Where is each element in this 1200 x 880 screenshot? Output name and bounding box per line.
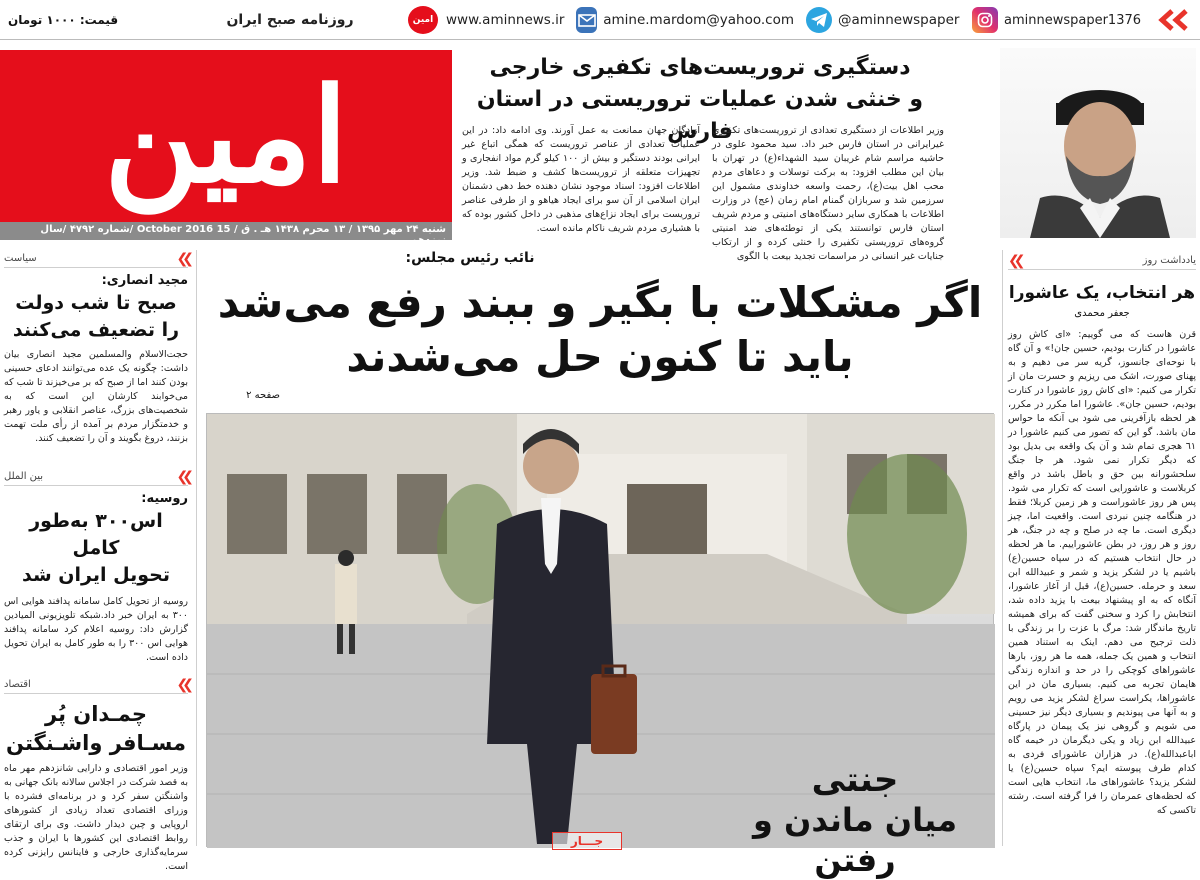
left-story-2: [4, 490, 188, 663]
page-ref[interactable]: صفحه ۲: [246, 390, 280, 401]
photo-caption: [740, 760, 970, 880]
email-link[interactable]: [576, 7, 794, 33]
price-and-paper: [8, 7, 158, 33]
photo-caption-2[interactable]: میان ماندن و رفتن: [752, 801, 957, 879]
main-story: [206, 250, 994, 266]
section-arrow-icon: ❮❮: [176, 250, 188, 267]
left-story-3: [4, 700, 188, 872]
editorial-body: قرن هاست که می گوییم: «ای کاش روز عاشورا در کنارت بودیم، حسین جان!» و آن گاه با نوحه‌ای جانسوز، گریه سر می دهیم و به پهنای صورت، اشک می ریزیم و حسرت مان از تکرار می کنیم: «ای کاش روز عاشورا در کنارت بودیم، حسین جان». عاشورا اما مکرر در مکرر، هر لحظه بازآفرینی می شود بی آنکه ما حواس مان باشد. گو این که تصور می کنیم عاشورا در ٦١ هجری تمام شد و آن یک واقعه بی بدیل بود که دیگر تکرار نمی شود. هر جا جنگ سلحشورانه بین حق و باطل باشد در واقع کربلاست و عاشورایی است که تکرار می شود. پس هر روز عاشوراست و هر زمین کربلا؛ فقط در هنگامه چنین نبردی است. واقعیت اما، چیز دیگری است. ما چه در صلح و چه در جنگ، هر روز و هر روز، در بطن عاشوراییم. ما هر لحظه در حال انتخاب هستیم که در سپاه حسین(ع) باشیم یا در لشکر یزید و شمر و عبیدالله ابن سعد و حرمله. حسین(ع)، قبل از آغاز عاشورا، آنگاه که به او پیشنهاد بیعت با یزید داده شد، انتخابش را کرد و سخنی گفت که برای همیشه تاریخ ماندگار شد: مرگ با عزت را بر زندگی با ذلت ترجیح می دهم. اینک به استناد همین انتخاب و همین یک جمله، همه ما هر روز، بارها عاشوراهای کوچکی را در حد و اندازه زندگی هایمان تجربه می کنیم. بسیاری مان در این عاشوراها، یکراست سراغ لشکر یزید می رویم و به آنها می پیوندیم و بسیاری دیگر نیز حسینی می شویم و گروهی نیز یک پیمان در پارگاه عبیدالله ابن زیاد و یکی دیگرمان در خیمه گاه اباعبدالله(ع). در هزاران عاشورای فردی به کدام طرف پیوسته ایم؟ سپاه حسین(ع) یا لشکر یزید؟ عاشوراهای ما، انتخاب هایی است که لحظه‌های عمرمان را فرا گرفته است. رشته تاکسی که: [1008, 329, 1196, 816]
section-bar-international: [4, 468, 188, 486]
telegram-link[interactable]: [806, 7, 966, 33]
left-story-2-title-2[interactable]: تحویل ایران شد: [22, 564, 170, 586]
left-section-3: [4, 676, 188, 694]
instagram-link[interactable]: [972, 7, 1142, 33]
left-story-2-body: روسیه از تحویل کامل سامانه پدافند هوایی اس ۳۰۰ به ایران خبر داد.شبکه تلویزیونی المیادین گزارش داد: روسیه اعلام کرد سامانه پدافند هوایی اس ۳۰۰ را به طور کامل به ایران تحویل داده است.: [4, 596, 188, 663]
main-title-2[interactable]: باید تا کنون حل می‌شدند: [346, 332, 854, 381]
main-story-kicker: نائب رئیس مجلس:: [405, 250, 535, 266]
instagram-icon: [972, 7, 998, 33]
section-label-economy: اقتصاد: [4, 679, 31, 690]
editorial-title[interactable]: هر انتخاب، یک عاشورا: [1008, 283, 1196, 303]
section-bar-politics: [4, 250, 188, 268]
left-story-2-kicker: روسیه:: [141, 491, 188, 506]
top-story-title-2[interactable]: و خنثی شدن عملیات تروریستی در استان فارس: [476, 87, 924, 144]
section-bar-economy: [4, 676, 188, 694]
newspaper-logo: امین: [104, 59, 348, 212]
chevrons-icon: [1152, 6, 1194, 34]
section-arrow-icon: ❮❮: [176, 468, 188, 485]
email-text[interactable]: amine.mardom@yahoo.com: [603, 12, 794, 28]
paper-name-wrap: [200, 7, 380, 33]
telegram-icon: [806, 7, 832, 33]
section-arrow-icon: ❮❮: [176, 676, 188, 693]
left-story-1-title-2[interactable]: را تضعیف می‌کنند: [12, 319, 180, 341]
photo-watermark: جـــار: [552, 832, 622, 850]
left-story-1-title-1[interactable]: صبح تا شب دولت: [15, 292, 177, 314]
right-section: [1008, 252, 1196, 270]
section-label-editorial: یادداشت روز: [1142, 255, 1196, 266]
section-label-politics: سیاست: [4, 253, 37, 264]
website-text[interactable]: www.aminnews.ir: [446, 12, 565, 28]
left-story-1-body: حجت‌الاسلام والمسلمین مجید انصاری بیان داشت: چگونه یک عده می‌توانند ادعای حسینی بودن کنند اما از صبح که بر می‌خیزند تا شب که می‌خوابند کارشان این است که به شخصیت‌های بزرگ، عناصر انقلابی و یاور رهبر و خدمتگزار مردم بر آمده از رأی ملت تهمت بزنند، دروغ بگویند و آن را تضعیف کنند.: [4, 349, 188, 444]
left-story-3-title-1[interactable]: چمـدان پُر: [45, 702, 147, 726]
left-story-3-title-2[interactable]: مسـافر واشـنگتن: [6, 731, 186, 755]
left-section-2: [4, 468, 188, 486]
editorial-author: جعفر محمدی: [1074, 308, 1130, 319]
instagram-text[interactable]: aminnewspaper1376: [1004, 12, 1142, 28]
left-story-3-body: وزیر امور اقتصادی و دارایی شانزدهم مهر ماه به قصد شرکت در اجلاس سالانه بانک جهانی به واشنگتن سفر کرد و در برنامه‌ای فشرده با وزرای اقتصادی تعداد زیادی از کشورهای اروپایی و چین دیدار داشت. وی برای ارتقای روابط اقتصادی این کشورها با ایران و جذب سرمایه‌گذاری خارجی و فاینانس رایزنی کرده است.: [4, 763, 188, 872]
red-badge: امین: [408, 6, 438, 34]
section-arrow-icon: ❮❮: [1008, 252, 1020, 269]
section-label-international: بین الملل: [4, 471, 44, 482]
editorial: [1008, 280, 1196, 854]
mail-icon: [576, 7, 597, 33]
left-story-1: [4, 272, 188, 444]
left-story-2-title-1[interactable]: اس‌۳۰۰ به‌طور کامل: [29, 510, 163, 559]
section-bar-editorial: [1008, 252, 1196, 270]
photo-caption-1[interactable]: جنتی: [811, 760, 899, 800]
top-story-title-1[interactable]: دستگیری تروریست‌های تکفیری خارجی: [489, 55, 911, 80]
website-link[interactable]: [446, 7, 570, 33]
telegram-text[interactable]: @aminnewspaper: [838, 12, 960, 28]
paper-name: روزنامه صبح ایران: [226, 12, 354, 28]
main-title-1[interactable]: اگر مشکلات با بگیر و ببند رفع می‌شد: [217, 278, 983, 327]
top-story-col-left: آزادگان جهان ممانعت به عمل آورند. وی ادامه داد: در این عملیات تعدادی از عناصر تروریست که همگی اتباع غیر ایرانی بودند دستگیر و بیش از ۱۰۰ کیلو گرم مواد انفجاری و تجهیزات متعلقه از تروریست‌ها کشف و ضبط شد. وزیر اطلاعات افزود: اسناد موجود نشان دهنده خط دهی دشمنان ایران اسلامی از آن سو برای ایجاد هیاهو و از طرفی عناصر تروریست برای ایجاد نزاع‌های مذهبی در داخل کشور بوده که با هشیاری مردم شریف ناکام مانده است.: [462, 125, 701, 234]
top-story-col-right: وزیر اطلاعات از دستگیری تعدادی از تروریست‌های تکفیری غیرایرانی در استان فارس خبر داد. سید محمود علوی در حاشیه مراسم شام غریبان سید الشهداء(ع) در تهران با بیان این مطلب افزود: به برکت توسلات و دعاهای مردم محب اهل بیت(ع)، رحمت واسعه خداوندی مشمول این سرزمین شد و سربازان گمنام امام زمان (عج) در وزارت اطلاعات با همکاری سایر دستگاه‌های امنیتی و مردم شریف استان فارس توانستند یکی از توطئه‌های ضد امنیتی گروه‌های تروریستی تکفیری را خنثی کرده و از ارتکاب جنایات غیر انسانی در مراسمات تجدید بیعت با الگوی: [712, 125, 944, 262]
left-story-1-author: مجید انصاری:: [101, 273, 188, 288]
price-label: قیمت: ۱۰۰۰ تومان: [8, 13, 119, 27]
dateline: شنبه ۲۴ مهر ۱۳۹۵ / ۱۳ محرم ۱۴۳۸ هـ . ق / 15 October 2016 /شماره ۴۷۹۲ /سال نوزدهم: [0, 222, 452, 240]
column-divider: [1002, 250, 1003, 846]
main-headline: [206, 276, 994, 384]
left-column: [4, 250, 188, 268]
minister-photo: [1000, 48, 1196, 238]
column-divider: [196, 250, 197, 846]
